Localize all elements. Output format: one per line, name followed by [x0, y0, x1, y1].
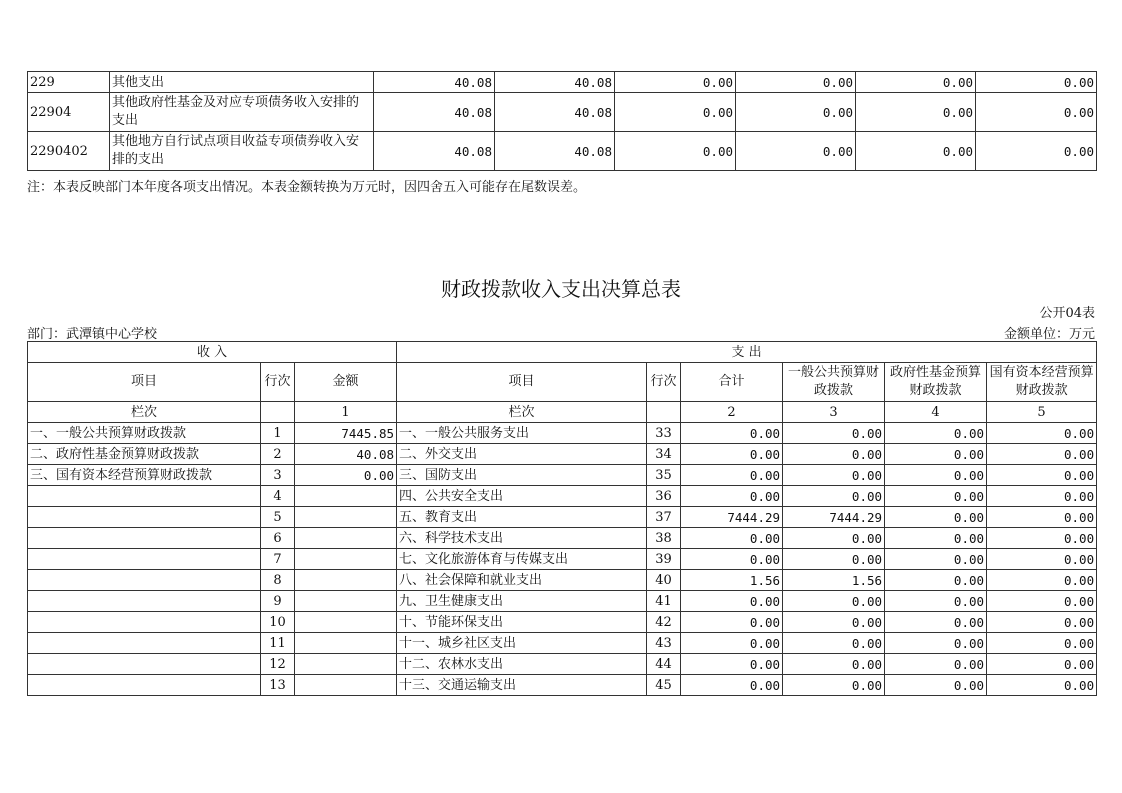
amount-cell: 40.08 — [495, 132, 615, 171]
expense-line: 41 — [647, 591, 681, 612]
department-label: 部门：武潭镇中心学校 — [27, 327, 158, 342]
expense-line: 45 — [647, 675, 681, 696]
expense-line: 43 — [647, 633, 681, 654]
index-number: 3 — [783, 402, 885, 423]
table-row — [28, 465, 1097, 486]
total-amount: 0.00 — [681, 528, 783, 549]
income-item — [28, 570, 261, 591]
index-row — [28, 402, 1097, 423]
general-budget-amount: 0.00 — [783, 675, 885, 696]
income-line: 1 — [261, 423, 295, 444]
table-row — [28, 591, 1097, 612]
gov-fund-amount: 0.00 — [885, 654, 987, 675]
general-budget-amount: 0.00 — [783, 486, 885, 507]
subject-code: 229 — [28, 72, 110, 93]
general-budget-amount: 0.00 — [783, 528, 885, 549]
income-amount — [295, 612, 397, 633]
income-amount — [295, 654, 397, 675]
income-amount — [295, 633, 397, 654]
summary-table-body — [28, 423, 1097, 696]
subject-name: 其他政府性基金及对应专项债务收入安排的支出 — [110, 93, 374, 132]
expense-line: 44 — [647, 654, 681, 675]
index-number: 2 — [681, 402, 783, 423]
form-code: 公开04表 — [1039, 306, 1095, 321]
expense-line-header: 行次 — [647, 363, 681, 402]
expense-item: 四、公共安全支出 — [397, 486, 647, 507]
income-amount — [295, 675, 397, 696]
income-line: 2 — [261, 444, 295, 465]
amount-cell: 40.08 — [374, 132, 495, 171]
expense-item: 九、卫生健康支出 — [397, 591, 647, 612]
index-empty — [647, 402, 681, 423]
state-capital-amount: 0.00 — [987, 570, 1097, 591]
table-row — [28, 528, 1097, 549]
expense-item: 十二、农林水支出 — [397, 654, 647, 675]
total-amount: 0.00 — [681, 423, 783, 444]
total-amount: 0.00 — [681, 465, 783, 486]
expense-line: 33 — [647, 423, 681, 444]
table-row — [28, 570, 1097, 591]
income-amount: 7445.85 — [295, 423, 397, 444]
amount-cell: 0.00 — [615, 132, 736, 171]
state-capital-amount: 0.00 — [987, 465, 1097, 486]
general-budget-amount: 0.00 — [783, 591, 885, 612]
income-item: 一、一般公共预算财政拨款 — [28, 423, 261, 444]
income-line: 13 — [261, 675, 295, 696]
expense-item: 七、文化旅游体育与传媒支出 — [397, 549, 647, 570]
income-item: 三、国有资本经营预算财政拨款 — [28, 465, 261, 486]
income-item — [28, 486, 261, 507]
income-amount — [295, 570, 397, 591]
income-line: 4 — [261, 486, 295, 507]
state-capital-amount: 0.00 — [987, 423, 1097, 444]
total-amount: 0.00 — [681, 549, 783, 570]
state-capital-amount: 0.00 — [987, 654, 1097, 675]
gov-fund-amount: 0.00 — [885, 675, 987, 696]
gov-fund-amount: 0.00 — [885, 591, 987, 612]
income-item-header: 项目 — [28, 363, 261, 402]
expense-line: 38 — [647, 528, 681, 549]
income-amount — [295, 549, 397, 570]
general-budget-amount: 0.00 — [783, 423, 885, 444]
general-budget-amount: 0.00 — [783, 549, 885, 570]
income-amount: 0.00 — [295, 465, 397, 486]
general-budget-amount: 0.00 — [783, 612, 885, 633]
state-capital-header: 国有资本经营预算财政拨款 — [987, 363, 1097, 402]
income-line: 10 — [261, 612, 295, 633]
income-item — [28, 633, 261, 654]
table-note: 注：本表反映部门本年度各项支出情况。本表金额转换为万元时，因四舍五入可能存在尾数误差。 — [27, 180, 587, 195]
income-amount — [295, 528, 397, 549]
total-amount: 0.00 — [681, 444, 783, 465]
expense-line: 37 — [647, 507, 681, 528]
gov-fund-header: 政府性基金预算财政拨款 — [885, 363, 987, 402]
income-item — [28, 507, 261, 528]
index-label: 栏次 — [397, 402, 647, 423]
income-item — [28, 654, 261, 675]
expense-item: 六、科学技术支出 — [397, 528, 647, 549]
income-line: 5 — [261, 507, 295, 528]
table-row — [28, 507, 1097, 528]
income-item — [28, 549, 261, 570]
general-budget-amount: 0.00 — [783, 633, 885, 654]
income-line: 11 — [261, 633, 295, 654]
amount-cell: 0.00 — [976, 72, 1097, 93]
amount-cell: 40.08 — [374, 93, 495, 132]
state-capital-amount: 0.00 — [987, 612, 1097, 633]
index-label: 栏次 — [28, 402, 261, 423]
expense-item: 三、国防支出 — [397, 465, 647, 486]
income-line: 3 — [261, 465, 295, 486]
expense-line: 39 — [647, 549, 681, 570]
total-amount: 0.00 — [681, 633, 783, 654]
income-amount — [295, 591, 397, 612]
state-capital-amount: 0.00 — [987, 528, 1097, 549]
expense-line: 40 — [647, 570, 681, 591]
expense-line: 36 — [647, 486, 681, 507]
amount-cell: 0.00 — [976, 93, 1097, 132]
expense-item: 二、外交支出 — [397, 444, 647, 465]
table-row — [28, 132, 1097, 171]
amount-cell: 0.00 — [976, 132, 1097, 171]
subject-code: 2290402 — [28, 132, 110, 171]
gov-fund-amount: 0.00 — [885, 549, 987, 570]
total-amount: 0.00 — [681, 486, 783, 507]
gov-fund-amount: 0.00 — [885, 507, 987, 528]
expense-item: 八、社会保障和就业支出 — [397, 570, 647, 591]
amount-cell: 0.00 — [856, 93, 976, 132]
gov-fund-amount: 0.00 — [885, 486, 987, 507]
table-row — [28, 549, 1097, 570]
table-row — [28, 444, 1097, 465]
total-amount: 0.00 — [681, 612, 783, 633]
income-item — [28, 675, 261, 696]
income-line: 8 — [261, 570, 295, 591]
group-header-row — [28, 342, 1097, 363]
state-capital-amount: 0.00 — [987, 591, 1097, 612]
general-budget-amount: 0.00 — [783, 654, 885, 675]
state-capital-amount: 0.00 — [987, 675, 1097, 696]
income-item: 二、政府性基金预算财政拨款 — [28, 444, 261, 465]
income-line-header: 行次 — [261, 363, 295, 402]
gov-fund-amount: 0.00 — [885, 570, 987, 591]
expense-line: 42 — [647, 612, 681, 633]
total-header: 合计 — [681, 363, 783, 402]
amount-cell: 0.00 — [615, 93, 736, 132]
table-row — [28, 612, 1097, 633]
general-budget-amount: 0.00 — [783, 465, 885, 486]
subject-name: 其他地方自行试点项目收益专项债券收入安排的支出 — [110, 132, 374, 171]
expense-line: 34 — [647, 444, 681, 465]
table-row — [28, 675, 1097, 696]
income-amount-header: 金额 — [295, 363, 397, 402]
table-row — [28, 423, 1097, 444]
amount-cell: 0.00 — [736, 132, 856, 171]
general-budget-amount: 1.56 — [783, 570, 885, 591]
income-line: 12 — [261, 654, 295, 675]
expense-group-header: 支 出 — [397, 342, 1097, 363]
amount-cell: 0.00 — [615, 72, 736, 93]
amount-cell: 0.00 — [736, 93, 856, 132]
index-number: 5 — [987, 402, 1097, 423]
index-number: 4 — [885, 402, 987, 423]
fiscal-appropriation-summary-table — [27, 341, 1097, 696]
general-budget-amount: 7444.29 — [783, 507, 885, 528]
total-amount: 0.00 — [681, 591, 783, 612]
amount-cell: 0.00 — [736, 72, 856, 93]
table-row — [28, 654, 1097, 675]
income-amount — [295, 486, 397, 507]
gov-fund-amount: 0.00 — [885, 633, 987, 654]
report-title: 财政拨款收入支出决算总表 — [441, 277, 681, 301]
expense-item: 十、节能环保支出 — [397, 612, 647, 633]
gov-fund-amount: 0.00 — [885, 444, 987, 465]
index-empty — [261, 402, 295, 423]
gov-fund-amount: 0.00 — [885, 465, 987, 486]
income-item — [28, 591, 261, 612]
income-line: 9 — [261, 591, 295, 612]
general-budget-amount: 0.00 — [783, 444, 885, 465]
expense-line: 35 — [647, 465, 681, 486]
amount-cell: 0.00 — [856, 132, 976, 171]
total-amount: 1.56 — [681, 570, 783, 591]
general-budget-header: 一般公共预算财政拨款 — [783, 363, 885, 402]
table-row — [28, 486, 1097, 507]
amount-cell: 0.00 — [856, 72, 976, 93]
expense-item: 十一、城乡社区支出 — [397, 633, 647, 654]
column-header-row — [28, 363, 1097, 402]
income-line: 6 — [261, 528, 295, 549]
amount-cell: 40.08 — [374, 72, 495, 93]
income-amount — [295, 507, 397, 528]
amount-cell: 40.08 — [495, 93, 615, 132]
gov-fund-amount: 0.00 — [885, 612, 987, 633]
subject-code: 22904 — [28, 93, 110, 132]
index-number: 1 — [295, 402, 397, 423]
state-capital-amount: 0.00 — [987, 444, 1097, 465]
total-amount: 0.00 — [681, 675, 783, 696]
expense-item: 一、一般公共服务支出 — [397, 423, 647, 444]
state-capital-amount: 0.00 — [987, 549, 1097, 570]
top-expense-table — [27, 71, 1097, 171]
income-line: 7 — [261, 549, 295, 570]
gov-fund-amount: 0.00 — [885, 528, 987, 549]
table-row — [28, 633, 1097, 654]
table-row — [28, 93, 1097, 132]
subject-name: 其他支出 — [110, 72, 374, 93]
state-capital-amount: 0.00 — [987, 486, 1097, 507]
amount-cell: 40.08 — [495, 72, 615, 93]
total-amount: 7444.29 — [681, 507, 783, 528]
state-capital-amount: 0.00 — [987, 633, 1097, 654]
table-row — [28, 72, 1097, 93]
expense-item: 五、教育支出 — [397, 507, 647, 528]
income-amount: 40.08 — [295, 444, 397, 465]
total-amount: 0.00 — [681, 654, 783, 675]
gov-fund-amount: 0.00 — [885, 423, 987, 444]
income-group-header: 收 入 — [28, 342, 397, 363]
expense-item: 十三、交通运输支出 — [397, 675, 647, 696]
unit-label: 金额单位：万元 — [1003, 327, 1095, 342]
state-capital-amount: 0.00 — [987, 507, 1097, 528]
income-item — [28, 528, 261, 549]
income-item — [28, 612, 261, 633]
expense-item-header: 项目 — [397, 363, 647, 402]
